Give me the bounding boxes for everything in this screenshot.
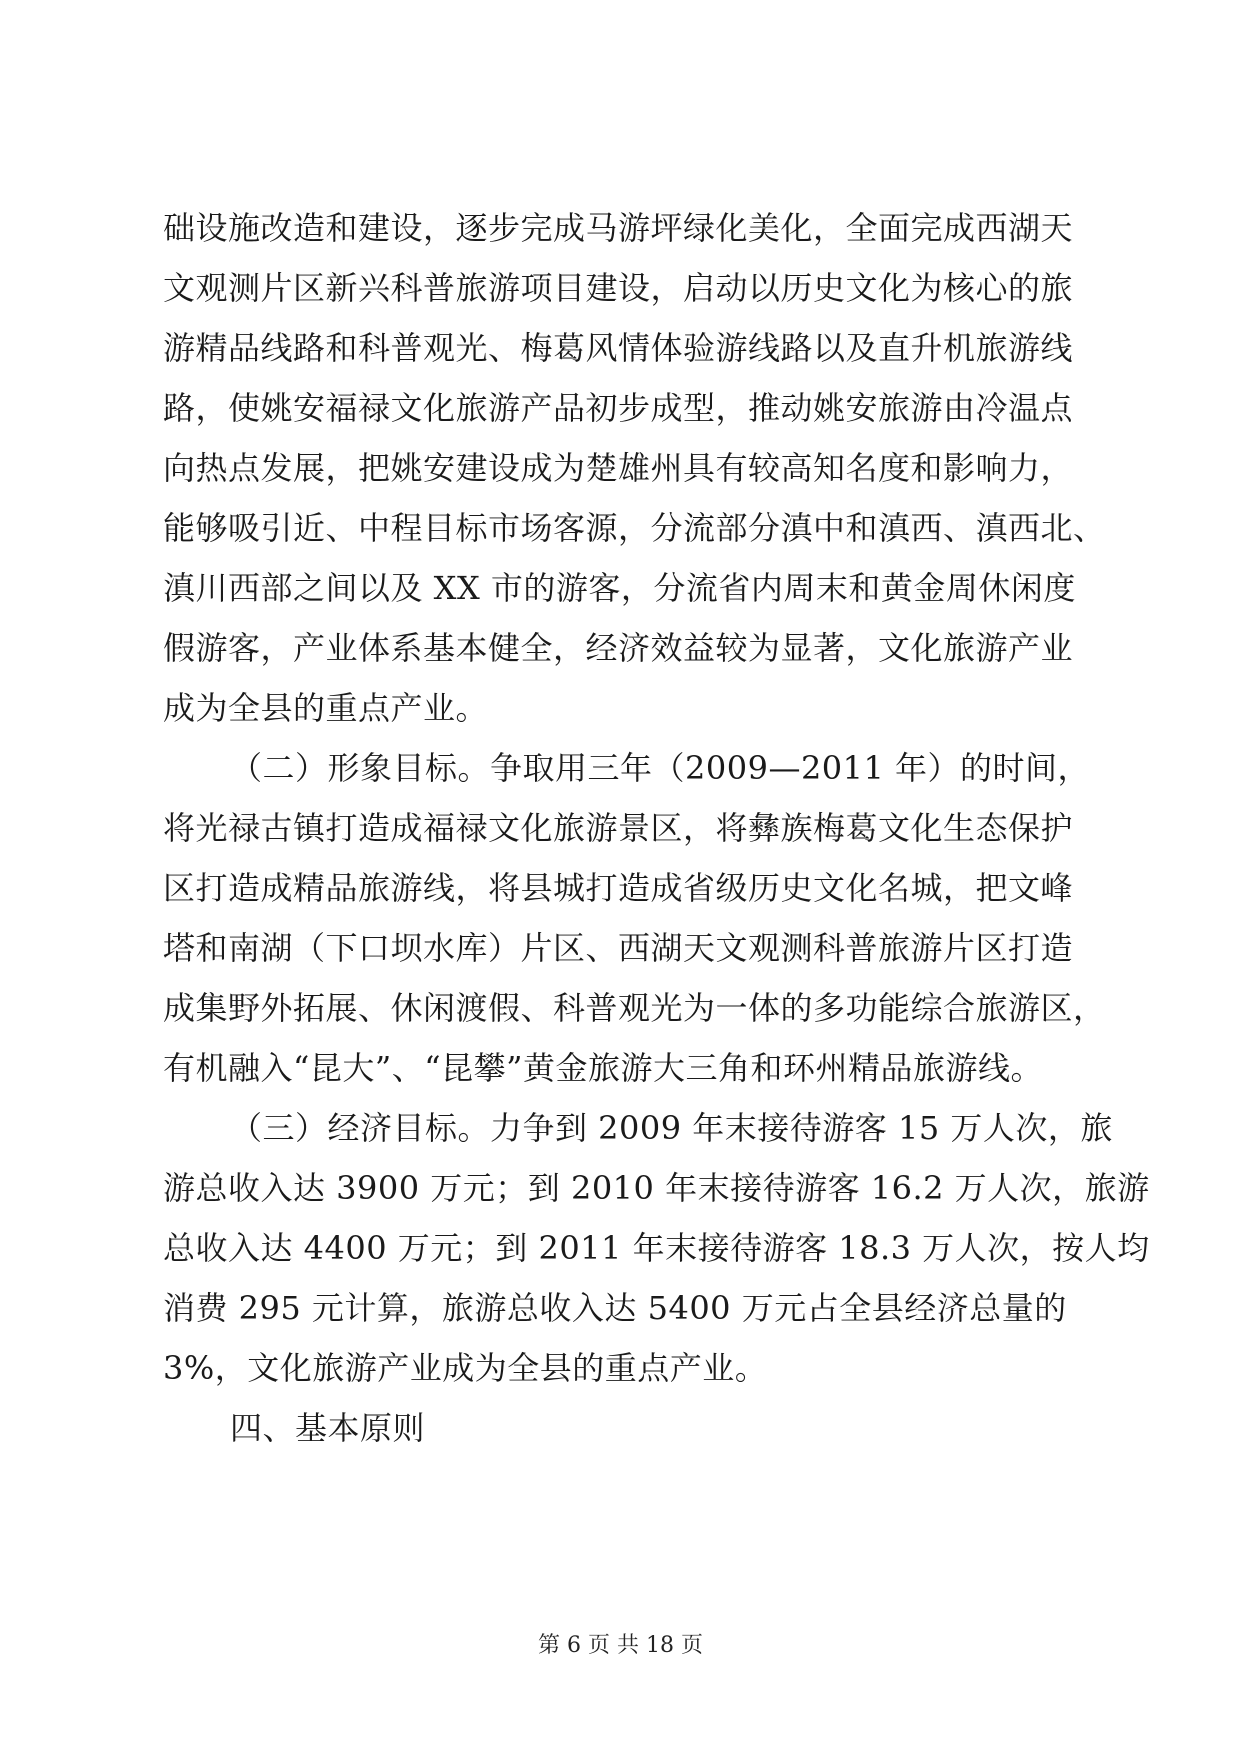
paragraph-line: 向热点发展，把姚安建设成为楚雄州具有较高知名度和影响力， — [163, 449, 1074, 487]
paragraph-line: 础设施改造和建设，逐步完成马游坪绿化美化，全面完成西湖天 — [163, 209, 1074, 247]
paragraph-line: 游总收入达 3900 万元；到 2010 年末接待游客 16.2 万人次，旅游 — [163, 1169, 1150, 1207]
paragraph-line: 路，使姚安福禄文化旅游产品初步成型，推动姚安旅游由冷温点 — [163, 389, 1074, 427]
paragraph-line: 有机融入“昆大”、“昆攀”黄金旅游大三角和环州精品旅游线。 — [163, 1049, 1043, 1087]
paragraph-line: 假游客，产业体系基本健全，经济效益较为显著，文化旅游产业 — [163, 629, 1074, 667]
section-heading-basic-principles: 四、基本原则 — [230, 1409, 426, 1447]
paragraph-line: 总收入达 4400 万元；到 2011 年末接待游客 18.3 万人次，按人均 — [163, 1229, 1150, 1267]
paragraph-line: 游精品线路和科普观光、梅葛风情体验游线路以及直升机旅游线 — [163, 329, 1074, 367]
section-heading-image-goal: （二）形象目标。争取用三年（2009—2011 年）的时间， — [230, 749, 1091, 787]
section-heading-economic-goal: （三）经济目标。力争到 2009 年末接待游客 15 万人次，旅 — [230, 1109, 1113, 1147]
paragraph-line: 消费 295 元计算，旅游总收入达 5400 万元占全县经济总量的 — [163, 1289, 1067, 1327]
paragraph-line: 将光禄古镇打造成福禄文化旅游景区，将彝族梅葛文化生态保护 — [163, 809, 1074, 847]
paragraph-line: 能够吸引近、中程目标市场客源，分流部分滇中和滇西、滇西北、 — [163, 509, 1106, 547]
paragraph-line: 文观测片区新兴科普旅游项目建设，启动以历史文化为核心的旅 — [163, 269, 1074, 307]
paragraph-line: 成集野外拓展、休闲渡假、科普观光为一体的多功能综合旅游区， — [163, 989, 1106, 1027]
page-footer: 第 6 页 共 18 页 — [538, 1633, 703, 1658]
paragraph-line: 塔和南湖（下口坝水库）片区、西湖天文观测科普旅游片区打造 — [163, 929, 1074, 967]
paragraph-line: 3%，文化旅游产业成为全县的重点产业。 — [163, 1349, 768, 1387]
paragraph-line: 成为全县的重点产业。 — [163, 689, 489, 727]
paragraph-line: 滇川西部之间以及 XX 市的游客，分流省内周末和黄金周休闲度 — [163, 569, 1076, 607]
paragraph-line: 区打造成精品旅游线，将县城打造成省级历史文化名城，把文峰 — [163, 869, 1074, 907]
